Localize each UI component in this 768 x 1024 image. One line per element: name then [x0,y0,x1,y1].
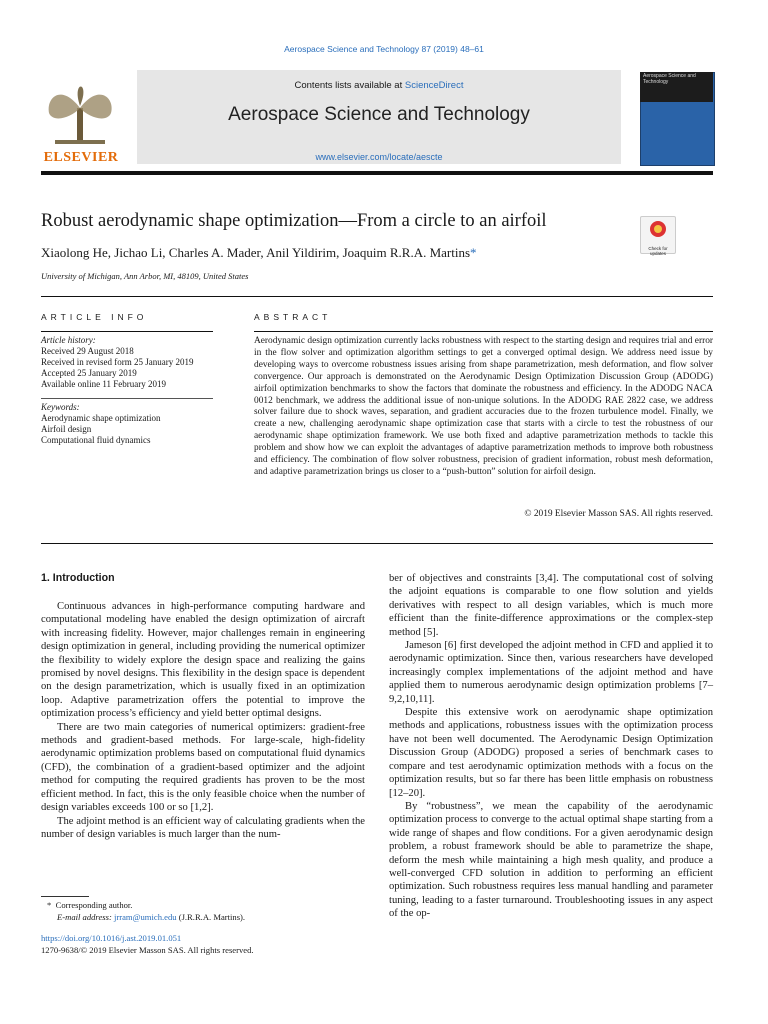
author-list [41,245,477,261]
body-paragraph: Despite this extensive work on aerodynamic shape optimization methods and applications, robustness issues with the optimization process have not been well documented. The Aerodynamic Design Optimization Discussion Group (ADODG) proposed a series of benchmark cases to compare and test aerodynamic optimization methods with a focus on the optimization results, but so far there has been little emphasis on robustness [12–20]. [389,707,713,799]
contents-prefix: Contents lists available at [294,80,405,91]
check-for-updates-badge[interactable] [640,216,676,254]
paper-title: Robust aerodynamic shape optimization—From a circle to an airfoil [41,211,547,231]
email-suffix: (J.R.R.A. Martins). [178,912,246,922]
history-item: Accepted 25 January 2019 [41,368,137,378]
journal-title: Aerospace Science and Technology [228,104,530,125]
section-heading-introduction: 1. Introduction [41,572,115,584]
corresponding-author-mark[interactable]: * [470,245,477,260]
elsevier-wordmark: ELSEVIER [43,150,119,165]
email-label: E-mail address: [57,912,112,922]
keywords-label: Keywords: [41,402,80,412]
keywords-rule [41,398,213,399]
footnote-email [57,911,245,923]
journal-url-link[interactable]: www.elsevier.com/locate/aescte [315,152,443,162]
abstract-divider [41,543,713,544]
email-link[interactable]: jrram@umich.edu [113,912,177,922]
article-info-rule [41,331,213,332]
footnote-corresponding: * Corresponding author. [47,900,133,910]
body-left-column [41,600,365,841]
title-divider [41,296,713,297]
body-paragraph: ber of objectives and constraints [3,4]. The computational cost of solving the adjoint equations is comparable to one flow solution and yields derivatives with respect to all design variables, which is much more efficient than the finite-difference approximations or the complex-step method [5]. [389,573,713,638]
keywords-block [41,402,216,446]
abstract-heading: ABSTRACT [254,312,332,322]
check-updates-label: Check for updates [648,246,668,256]
issn-copyright: 1270-9638/© 2019 Elsevier Masson SAS. All rights reserved. [41,945,254,955]
authors-text: Xiaolong He, Jichao Li, Charles A. Mader, Anil Yildirim, Joaquim R.R.A. Martins [41,245,471,260]
history-item: Available online 11 February 2019 [41,379,166,389]
check-updates-icon [641,217,675,241]
history-item: Received 29 August 2018 [41,346,134,356]
sciencedirect-link[interactable]: ScienceDirect [404,80,464,91]
abstract-text: Aerodynamic design optimization currently lacks robustness with respect to the starting design and requires trial and error in the flow solver and optimization algorithm settings to get a converged optimal design. We address need issue by developing ways to overcome robustness issues arising from shape parametrization, mesh deformation, and flow solver convergence. Our approach is demonstrated on the Aerodynamic Design Optimization Discussion Group (ADODG) airfoil optimization benchmarks to show the factors that dominate the robustness and efficiency. In the ADODG NACA 0012 benchmark, we address the additional issue of non-unique solutions. In the ADODG RAE 2822 case, we address solver failure due to shock waves, separation, and gradient accuracies due to the frozen turbulence model. Finally, we create a new, challenging aerodynamic shape optimization case that starts with a circle to test the robustness of our aerodynamic shape optimization framework. We use both fixed and adaptive parametrization methods to tackle this problem and show how we can exploit the advantages of adaptive parametrization methods to improve both robustness and efficiency. The combination of flow solver robustness, precision of gradient information, robust mesh deformation, and adaptive parametrization brings us closer to a “push-button” solution for airfoil design. [254,336,713,477]
article-history [41,335,216,390]
journal-cover-title: Aerospace Science and Technology [643,73,696,85]
body-right-column [389,572,713,921]
keyword-item: Airfoil design [41,424,92,434]
body-paragraph: Continuous advances in high-performance computing hardware and computational modeling have enabled the design optimization of aircraft with increasing fidelity. However, major challenges remain in engineering design optimization in general, including providing the numerical optimizer the flexibility to widely explore the design space and realizing the gains promised by novel designs. This flexibility in the design space is dependent on the design parametrization, which is usually fixed in an optimization loop. Adaptive parametrization offers the potential to improve the optimization process’s efficiency and yield better optimal designs. [41,601,365,720]
affiliation: University of Michigan, Ann Arbor, MI, 48109, United States [41,271,249,281]
body-paragraph: Jameson [6] first developed the adjoint method in CFD and applied it to aerodynamic optimization. Since then, various researchers have developed increasingly complex implementations of the adjoint method and have applied them to numerous aerodynamic design optimization problems [7–9,2,10,11]. [389,640,713,705]
history-label: Article history: [41,335,96,345]
body-paragraph: The adjoint method is an efficient way of calculating gradients when the number of design variables is much larger than the num- [41,815,365,840]
history-item: Received in revised form 25 January 2019 [41,357,194,367]
body-paragraph: By “robustness”, we mean the capability of the aerodynamic optimization process to converge to the actual optimal shape starting from a wide range of shapes and flow conditions. For a given aerodynamic design problem, a robust framework should be able to parametrize the shape, deform the mesh while maintaining a high mesh quality, and produce a well-converged CFD solution in addition to performing an efficient optimization. Such robustness requires less manual handling and parameter tuning, leading to a faster turnaround. Troubleshooting issues in any aspect of the op- [389,800,713,920]
contents-line [137,80,621,91]
abstract-copyright: © 2019 Elsevier Masson SAS. All rights reserved. [524,509,713,519]
journal-reference-link[interactable]: Aerospace Science and Technology 87 (2019) 48–61 [284,44,484,54]
doi-link[interactable]: https://doi.org/10.1016/j.ast.2019.01.051 [41,933,182,943]
article-info-heading: ARTICLE INFO [41,312,148,322]
body-paragraph: There are two main categories of numerical optimizers: gradient-free methods and gradient-based methods. For large-scale, high-fidelity aerodynamic optimization problems based on computational fluid dynamics (CFD), the combination of a gradient-based optimizer and the adjoint method for computing the required gradients has proven to be the most efficient method. In fact, this is the only feasible choice when the number of design variables exceeds 100 or so [1,2]. [41,721,365,814]
corresponding-author-note: Corresponding author. [55,900,133,910]
keyword-item: Aerodynamic shape optimization [41,413,161,423]
keyword-item: Computational fluid dynamics [41,435,151,445]
abstract-rule [254,331,713,332]
header-divider [41,171,713,175]
footnote-rule [41,896,89,897]
